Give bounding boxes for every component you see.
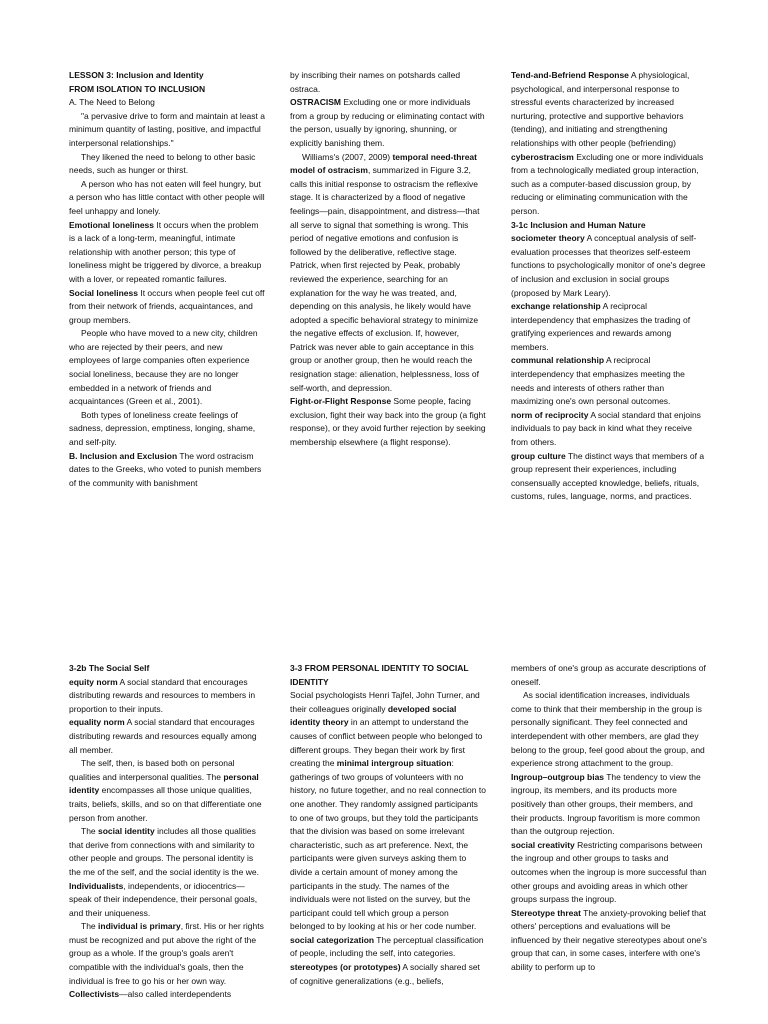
paragraph	[290, 689, 486, 934]
text: A person who has not eaten will feel hungry, but a person who has little contact with other people will feel unhappy and lonely.	[69, 178, 265, 216]
term: Collectivists	[69, 989, 120, 1000]
term: social creativity	[511, 839, 575, 850]
term: temporal need-threat model of ostracism	[290, 151, 477, 176]
text: Excluding one or more individuals from a group by reducing or eliminating contact with the person, usually by ignoring, shunning, or explicitly banishing them.	[290, 97, 485, 148]
text: in an attempt to understand the causes of conflict between people who belonged to different groups. They began their work by first creating the	[290, 717, 483, 769]
term: LESSON 3: Inclusion and Identity	[69, 70, 204, 80]
text: by inscribing their names on potshards called ostraca.	[290, 70, 461, 94]
term: communal relationship	[511, 355, 605, 366]
paragraph	[290, 69, 486, 96]
paragraph	[290, 96, 486, 150]
text: A social standard that encourages distributing rewards and resources to members in proportion to their inputs.	[69, 676, 256, 714]
paragraph	[511, 300, 707, 354]
text: encompasses all those unique qualities, traits, beliefs, skills, and so on that differentiate one person from another.	[69, 785, 262, 823]
paragraph	[69, 83, 265, 97]
text: The	[81, 826, 99, 837]
paragraph	[69, 988, 265, 1002]
text: Excluding one or more individuals from a technologically mediated group interaction, such as a computer-based discussion group, by reducing or eliminating communication with the person.	[511, 151, 704, 216]
top-column-1	[69, 69, 265, 490]
text: The anxiety-provoking belief that others' perceptions and evaluations will be influenced by their negative stereotypes about one's group that can, in some cases, interfere with one's ability to perform up to	[511, 907, 707, 973]
text: The word ostracism dates to the Greeks, who voted to punish members of the community with banishment	[69, 450, 262, 488]
term: minimal intergroup situation	[336, 758, 452, 769]
paragraph	[69, 880, 265, 921]
term: Individualists	[69, 880, 124, 891]
paragraph	[511, 354, 707, 408]
text: As social identification increases, individuals come to think that their membership in the group is personally significant. They feel connected and interdependent with other members, are glad they belong to the group, feel good about the group, and experience strong attachment to the group.	[511, 690, 705, 769]
paragraph	[69, 69, 265, 83]
term: Emotional loneliness	[69, 219, 155, 230]
text: It occurs when the problem is a lack of a long-term, meaningful, intimate relationship with another person; this type of loneliness might be triggered by divorce, a breakup with a lover, or repeated romantic failures.	[69, 219, 262, 284]
paragraph	[290, 151, 486, 396]
term: Social loneliness	[69, 287, 138, 298]
bottom-column-1	[69, 662, 265, 1002]
paragraph	[511, 907, 707, 975]
paragraph	[511, 450, 707, 504]
paragraph	[69, 151, 265, 178]
term: cyberostracism	[511, 151, 574, 162]
paragraph	[290, 662, 486, 689]
paragraph	[511, 771, 707, 839]
text: The	[81, 921, 99, 932]
term: sociometer theory	[511, 233, 585, 244]
text: Some people, facing exclusion, fight their way back into the group (a fight response), or they avoid further rejection by seeking membership elsewhere (a flight response).	[290, 396, 486, 448]
paragraph	[69, 327, 265, 409]
term: 3-1c Inclusion and Human Nature	[511, 219, 646, 230]
top-column-3	[511, 69, 707, 504]
text: A reciprocal interdependency that emphasizes meeting the needs and interests of others rather than maximizing one's own personal outcomes.	[511, 355, 685, 407]
top-column-2	[290, 69, 486, 450]
term: norm of reciprocity	[511, 409, 589, 420]
term: social categorization	[290, 934, 375, 945]
term: individual is primary	[98, 921, 181, 932]
text: "a pervasive drive to form and maintain at least a minimum quantity of lasting, positive, and impactful interpersonal relationships."	[69, 110, 265, 148]
text: A. The Need to Belong	[69, 97, 155, 108]
term: Ingroup–outgroup bias	[511, 771, 605, 782]
paragraph	[69, 178, 265, 219]
text: A social standard that encourages distributing rewards and resources equally among all member.	[69, 717, 257, 755]
text: A socially shared set of cognitive generalizations (e.g., beliefs,	[290, 962, 480, 986]
paragraph	[69, 287, 265, 328]
term: group culture	[511, 450, 566, 461]
text: It occurs when people feel cut off from their network of friends, acquaintances, and group members.	[69, 287, 265, 325]
paragraph	[69, 219, 265, 287]
paragraph	[69, 409, 265, 450]
paragraph	[511, 69, 707, 151]
text: The tendency to view the ingroup, its members, and its products more positively than other groups, their members, and their products. Ingroup favoritism is more common than the outgroup rejection.	[511, 771, 701, 837]
term: 3-3 FROM PERSONAL IDENTITY TO SOCIAL IDENTITY	[290, 663, 469, 687]
text: The self, then, is based both on personal qualities and interpersonal qualities. The	[69, 758, 235, 782]
text: Restricting comparisons between the ingroup and other groups to tasks and outcomes when the ingroup is more successful than other groups and avoiding areas in which other groups surpass the ingroup.	[511, 839, 707, 905]
term: B. Inclusion and Exclusion	[69, 450, 178, 461]
term: 3-2b The Social Self	[69, 663, 150, 673]
paragraph	[290, 934, 486, 961]
paragraph	[290, 961, 486, 988]
text: —also called interdependents	[119, 989, 232, 1000]
paragraph	[69, 676, 265, 717]
paragraph	[511, 662, 707, 689]
paragraph	[511, 232, 707, 300]
term: OSTRACISM	[290, 97, 341, 108]
text: , first. His or her rights must be recognized and put above the right of the group as a whole. If the group's goals aren't compatible with the individual's goals, then the individual is free to go his or her own way.	[69, 921, 264, 986]
paragraph	[69, 716, 265, 757]
paragraph	[511, 219, 707, 233]
text: includes all those qualities that derive from connections with and similarity to other people and groups. The personal identity is the me of the self, and the social identity is the we.	[69, 826, 259, 877]
text: A conceptual analysis of self-evaluation processes that theorizes self-esteem functions to psychologically monitor of one's degree of inclusion and exclusion in social groups (proposed by Mark Leary).	[511, 233, 706, 298]
bottom-column-2	[290, 662, 486, 988]
paragraph	[511, 409, 707, 450]
text: , independents, or idiocentrics—speak of their independence, their personal goals, and their uniqueness.	[69, 880, 258, 918]
term: Tend-and-Befriend Response	[511, 70, 629, 80]
term: FROM ISOLATION TO INCLUSION	[69, 83, 206, 94]
paragraph	[69, 920, 265, 988]
text: A social standard that enjoins individuals to pay back in kind what they receive from others.	[511, 409, 701, 448]
text: Both types of loneliness create feelings of sadness, depression, emptiness, longing, shame, and self-pity.	[69, 409, 256, 448]
term: personal identity	[69, 771, 259, 796]
text: People who have moved to a new city, children who are rejected by their peers, and new employees of large companies often experience social loneliness, because they are no longer embedded in a network of friends and acquaintances (Green et al., 2001).	[69, 328, 258, 407]
text: , summarized in Figure 3.2, calls this initial response to ostracism the reflexive stage. It is characterized by a flood of negative feelings—pain, disappointment, and distress—that all serve to signal that something is wrong. This period of negative emotions and confusion is followed by the deliberative, reflective stage. Patrick, when first rejected by Peak, probably reviewed the experience, searching for an explanation for the way he was treated, and, depending on this analysis, he likely would have adopted a specific behavioral strategy to minimize the negative effects of exclusion. If, however, Patrick was never able to gain acceptance in this group or another group, then he would reach the resignation stage: alienation, helplessness, loss of self-worth, and depression.	[290, 165, 480, 393]
text: The distinct ways that members of a group represent their experiences, including consensually accepted knowledge, beliefs, rituals, customs, rules, language, norms, and practices.	[511, 450, 705, 502]
paragraph	[511, 151, 707, 219]
paragraph	[69, 450, 265, 491]
term: Fight-or-Flight Response	[290, 396, 392, 407]
paragraph	[69, 757, 265, 825]
term: developed social identity theory	[290, 703, 457, 728]
paragraph	[69, 96, 265, 110]
paragraph	[69, 110, 265, 151]
term: stereotypes (or prototypes)	[290, 962, 401, 973]
text: members of one's group as accurate descriptions of oneself.	[511, 663, 706, 687]
paragraph	[69, 825, 265, 879]
paragraph	[290, 395, 486, 449]
term: exchange relationship	[511, 301, 601, 312]
text: They likened the need to belong to other basic needs, such as hunger or thirst.	[69, 151, 256, 176]
term: equality norm	[69, 717, 125, 728]
term: social identity	[98, 826, 155, 837]
text: A reciprocal interdependency that emphasizes the trading of gratifying experiences and rewards among members.	[511, 301, 691, 352]
text: The perceptual classification of people, including the self, into categories.	[290, 934, 484, 959]
paragraph	[69, 662, 265, 676]
term: equity norm	[69, 676, 118, 687]
paragraph	[511, 839, 707, 907]
term: Stereotype threat	[511, 907, 581, 918]
text: Williams's (2007, 2009)	[302, 151, 393, 162]
text: : gatherings of two groups of volunteers with no history, no future together, and no real connection to one another. They randomly assigned participants to one of two groups, but they told the participants that the division was based on some irrelevant characteristic, such as art preference. Next, the participants were given surveys asking them to divide a certain amount of money among the participants in the study. The names of the individuals were not listed on the survey, but the participant could tell which group a person belonged to by looking at his or her code number.	[290, 758, 486, 932]
bottom-column-3	[511, 662, 707, 975]
text: Social psychologists Henri Tajfel, John Turner, and their colleagues originally	[290, 690, 480, 714]
paragraph	[511, 689, 707, 771]
text: A physiological, psychological, and interpersonal response to stressful events characterized by increased nurturing, protective and supportive behaviors (tending), and initiating and strengthening relationships with other people (befriending)	[511, 70, 690, 148]
